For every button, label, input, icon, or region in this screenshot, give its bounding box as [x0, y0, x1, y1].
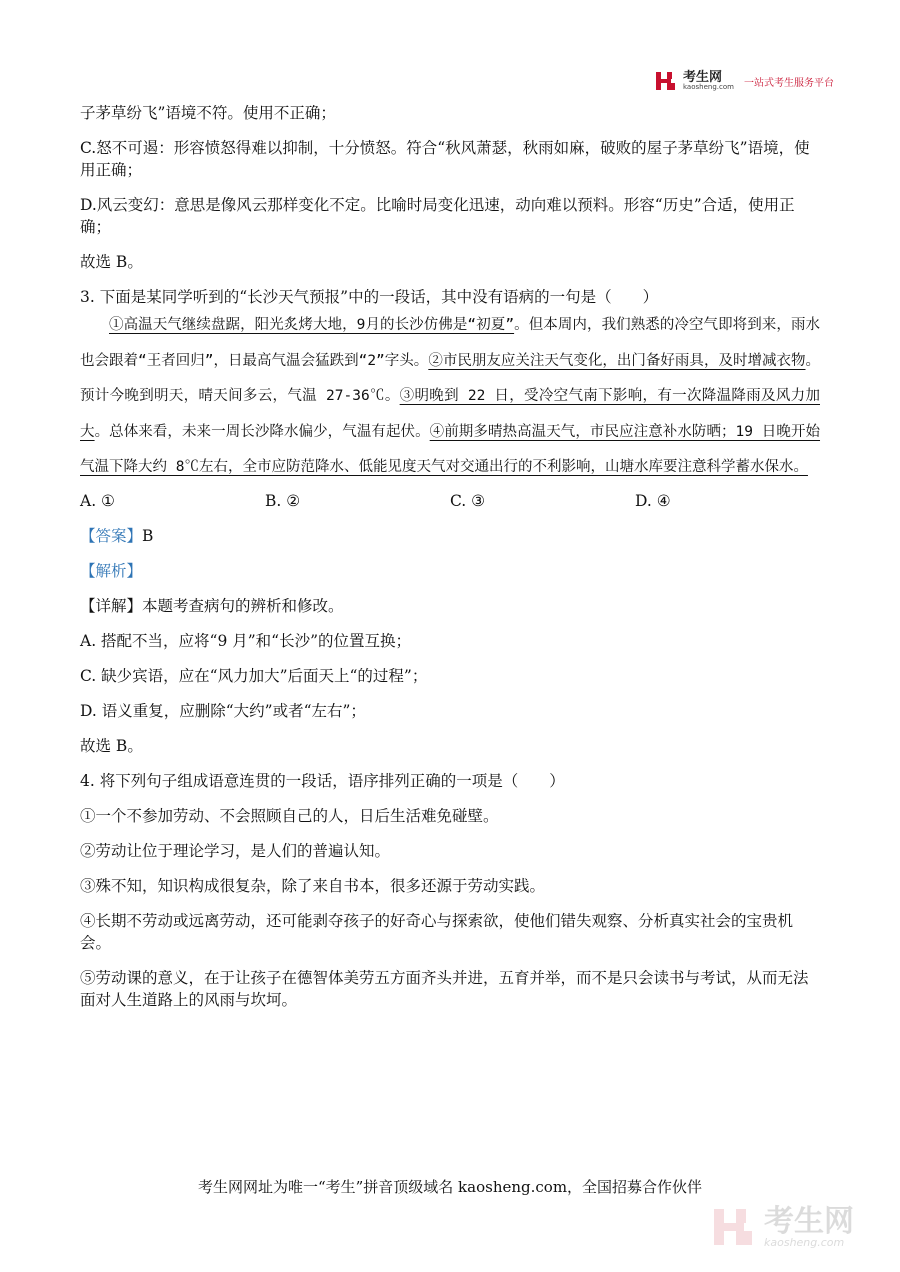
- analysis-tag: 【解析】: [80, 561, 143, 580]
- paragraph: C.怒不可遏：形容愤怒得难以抑制，十分愤怒。符合“秋风萧瑟，秋雨如麻，破败的屋子茅草纷飞”语境，使用正确；: [80, 139, 810, 179]
- question-3-passage: [80, 308, 820, 486]
- question-4-sentence-5: ⑤劳动课的意义，在于让孩子在德智体美劳五方面齐头并进，五育并举，而不是只会读书与考试，从而无法面对人生道路上的风雨与坎坷。: [80, 968, 809, 1009]
- option-b: B. ②: [265, 491, 301, 510]
- option-a: A. ①: [80, 491, 115, 510]
- watermark-name: 考生网: [764, 1203, 854, 1239]
- passage-sentence-2: ②市民朋友应关注天气变化，出门备好雨具，及时增减衣物: [428, 352, 806, 369]
- header-logo: [655, 70, 834, 92]
- passage-sentence-4: ④前期多晴热高温天气，市民应注意补水防晒；19 日晚开始气温下降大约 8℃左右，全市应防范降水、低能见度天气对交通出行的不利影响，山塘水库要注意科学蓄水保水。: [80, 423, 821, 475]
- detail-text: 本题考查病句的辨析和修改。: [142, 596, 344, 615]
- paragraph: 故选 B。: [80, 253, 143, 271]
- detail-tag: 【详解】: [80, 596, 143, 615]
- question-3-stem: 3. 下面是某同学听到的“长沙天气预报”中的一段话，其中没有语病的一句是（ ）: [80, 288, 659, 306]
- watermark: [712, 1205, 854, 1249]
- brand-domain: kaosheng.com: [683, 83, 734, 91]
- question-4-sentence-3: ③殊不知，知识构成很复杂，除了来自书本，很多还源于劳动实践。: [80, 876, 546, 895]
- answer-tag: 【答案】: [80, 526, 143, 545]
- choose-line: 故选 B。: [80, 736, 143, 755]
- passage-sentence-1: ①高温天气继续盘踞，阳光炙烤大地，9月的长沙仿佛是“初夏”: [109, 317, 515, 333]
- detail-line: [80, 595, 820, 617]
- paragraph: 子茅草纷飞”语境不符。使用不正确；: [80, 104, 336, 122]
- paragraph: D.风云变幻：意思是像风云那样变化不定。比喻时局变化迅速，动向难以预料。形容“历史”合适，使用正确；: [80, 196, 795, 236]
- explanation-c: C. 缺少宾语，应在“风力加大”后面天上“的过程”；: [80, 666, 428, 685]
- passage-sentence-3: ③明晚到 22 日，受冷空气南下影响，有一次降温降雨及风力加大: [80, 388, 820, 440]
- passage-text: 。总体来看，未来一周长沙降水偏少，气温有起伏。: [94, 423, 430, 440]
- brand-name: 考生网: [683, 70, 723, 85]
- brand-logo-icon: [655, 70, 677, 92]
- page-footer: 考生网网址为唯一“考生”拼音顶级域名 kaosheng.com，全国招募合作伙伴: [197, 1178, 703, 1196]
- question-3-options: [80, 490, 820, 512]
- option-d: D. ④: [635, 491, 671, 510]
- brand-slogan: 一站式考生服务平台: [743, 77, 834, 89]
- question-4-sentence-1: ①一个不参加劳动、不会照顾自己的人，日后生活难免碰壁。: [80, 806, 499, 825]
- answer-line: [80, 525, 820, 547]
- passage-text: 。但本周内，我们熟悉的冷空气即将到来，雨水也会跟着“王者回归”，日最高气温会猛跌到“2”字头。: [80, 317, 821, 369]
- explanation-d: D. 语义重复，应删除“大约”或者“左右”；: [80, 701, 366, 720]
- question-4-sentence-2: ②劳动让位于理论学习，是人们的普遍认知。: [80, 841, 391, 860]
- watermark-logo-icon: [712, 1205, 756, 1249]
- answer-value: B: [142, 526, 154, 545]
- watermark-domain: kaosheng.com: [764, 1235, 845, 1249]
- question-4-stem: 4. 将下列句子组成语意连贯的一段话，语序排列正确的一项是（ ）: [80, 771, 565, 790]
- document-body: [80, 102, 820, 1024]
- question-4-sentence-4: ④长期不劳动或远离劳动，还可能剥夺孩子的好奇心与探索欲，使他们错失观察、分析真实社会的宝贵机会。: [80, 911, 794, 952]
- option-c: C. ③: [450, 491, 486, 510]
- passage-text: 。预计今晚到明天，晴天间多云，气温 27-36℃。: [80, 352, 820, 404]
- explanation-a: A. 搭配不当，应将“9 月”和“长沙”的位置互换；: [80, 631, 412, 650]
